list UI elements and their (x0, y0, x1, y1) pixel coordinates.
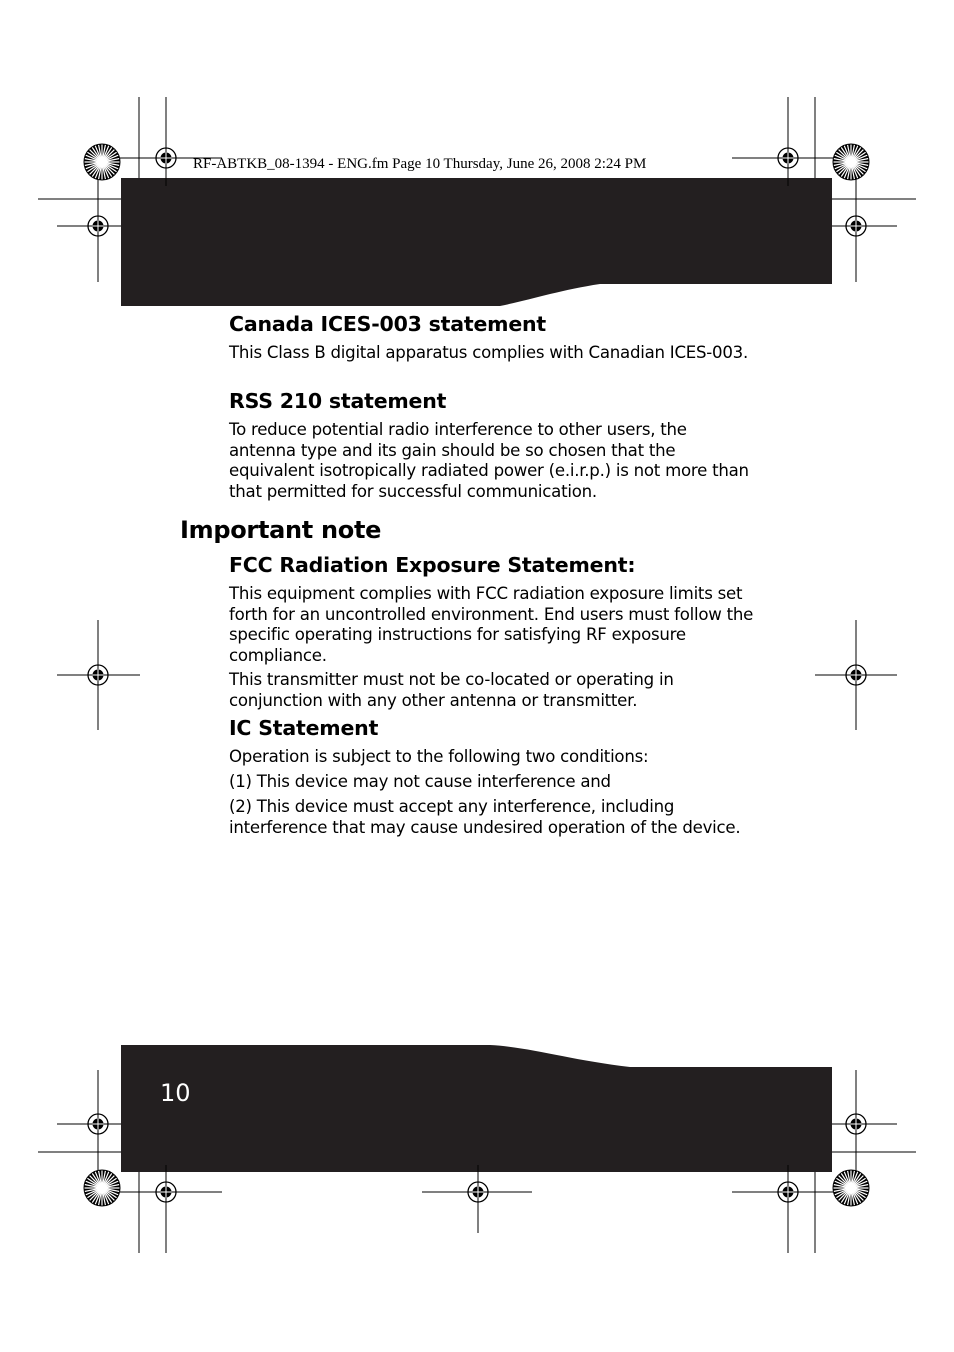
page-number: 10 (160, 1079, 191, 1107)
canada-body: This Class B digital apparatus complies with Canadian ICES-003. (229, 343, 748, 362)
fcc-heading: FCC Radiation Exposure Statement: (229, 553, 636, 577)
ic-heading: IC Statement (229, 716, 379, 740)
important-note-heading: Important note (180, 516, 382, 544)
fcc-body-1: This equipment complies with FCC radiation exposure limits set forth for an uncontrolled environment. End users must follow the specific operating instructions for satisfying RF exposure compliance. (229, 584, 754, 665)
footer-band (121, 1045, 832, 1172)
fcc-body-2: This transmitter must not be co-located or operating in conjunction with any other antenna or transmitter. (229, 670, 674, 710)
color-target-icon (833, 1170, 869, 1206)
print-slug-line: RF-ABTKB_08-1394 - ENG.fm Page 10 Thursday, June 26, 2008 2:24 PM (193, 156, 647, 172)
ic-body-1: Operation is subject to the following two conditions: (229, 747, 649, 766)
canada-heading: Canada ICES-003 statement (229, 312, 547, 336)
color-target-icon (84, 144, 120, 180)
rss-heading: RSS 210 statement (229, 389, 447, 413)
color-target-icon (84, 1170, 120, 1206)
ic-body-2: (1) This device may not cause interference and (229, 772, 611, 791)
header-band (121, 178, 832, 306)
rss-body: To reduce potential radio interference to other users, the antenna type and its gain should be so chosen that the equivalent isotropically radiated power (e.i.r.p.) is not more than that permitted for successful communication. (229, 420, 749, 501)
ic-body-3: (2) This device must accept any interference, including interference that may cause undesired operation of the device. (229, 797, 741, 837)
color-target-icon (833, 144, 869, 180)
